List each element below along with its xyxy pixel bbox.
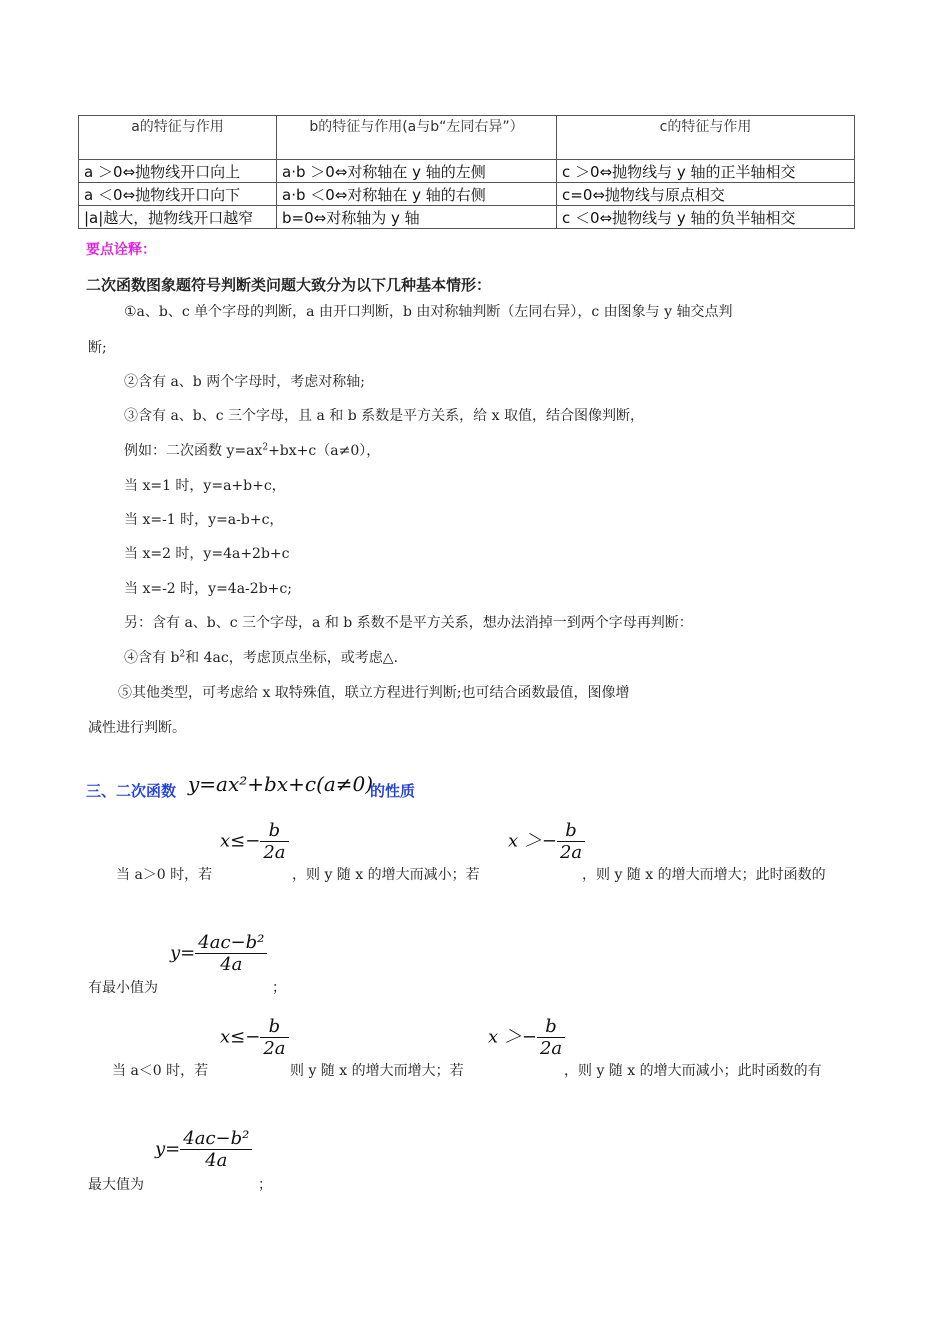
condition-gt-lhs: x ＞− (488, 1026, 537, 1048)
note-example-prefix: 例如：二次函数 y=ax (124, 443, 263, 459)
a-negative-text-3: ，则 y 随 x 的增大而减小；此时函数的有 (564, 1063, 822, 1079)
fraction-denominator: 2a (557, 841, 585, 863)
maximum-value-formula (155, 1128, 252, 1171)
a-positive-text-2: ，则 y 随 x 的增大而减小；若 (292, 867, 480, 883)
table-cell: a·b ＞0⇔对称轴在 y 轴的左侧 (277, 160, 557, 183)
section-3-title-suffix: 的性质 (370, 782, 416, 800)
condition-le-lhs: x≤− (220, 830, 261, 852)
condition-le-formula (220, 820, 289, 863)
note-item-1: ①a、b、c 单个字母的判断，a 由开口判断，b 由对称轴判断（左同右异），c 由图象与 y 轴交点判 (124, 304, 733, 320)
section-3-formula: y=ax²+bx+c(a≠0) (188, 772, 374, 796)
superscript-2: 2 (179, 649, 186, 660)
notes-subheading: 二次函数图象题符号判断类问题大致分为以下几种基本情形： (86, 276, 492, 294)
note-item-5-cont: 减性进行判断。 (88, 720, 186, 736)
fraction-b-over-2a (557, 820, 585, 863)
a-negative-max-label: 最大值为 (88, 1177, 144, 1193)
note-example-suffix: +bx+c（a≠0）， (268, 443, 381, 459)
condition-gt-formula (508, 820, 585, 863)
a-positive-end: ； (272, 980, 286, 996)
fraction-numerator: 4ac−b² (198, 932, 265, 953)
section-3-title-prefix: 三、二次函数 (86, 782, 177, 800)
condition-le-formula-2 (220, 1016, 289, 1059)
note-case-4: 当 x=-2 时，y=4a-2b+c; (124, 581, 292, 597)
extreme-lhs: y= (155, 1138, 181, 1160)
table-cell: a·b ＜0⇔对称轴在 y 轴的右侧 (277, 183, 557, 206)
a-positive-text-1: 当 a＞0 时，若 (116, 867, 213, 883)
table-cell: c ＜0⇔抛物线与 y 轴的负半轴相交 (557, 206, 855, 229)
fraction-numerator: b (545, 1016, 557, 1037)
fraction-denominator: 4a (180, 1149, 252, 1171)
note-item-5: ⑤其他类型，可考虑给 x 取特殊值，联立方程进行判断;也可结合函数最值，图像增 (118, 685, 630, 701)
table-header-c: c的特征与作用 (557, 116, 855, 160)
a-negative-text-2: 则 y 随 x 的增大而增大；若 (290, 1063, 464, 1079)
fraction-denominator: 2a (260, 1037, 288, 1059)
condition-gt-formula-2 (488, 1016, 565, 1059)
table-cell: a ＞0⇔抛物线开口向上 (79, 160, 277, 183)
fraction-b-over-2a (260, 1016, 288, 1059)
table-header-a: a的特征与作用 (79, 116, 277, 160)
fraction-numerator: 4ac−b² (183, 1128, 250, 1149)
note-case-1: 当 x=1 时，y=a+b+c， (124, 478, 286, 494)
table-header-row (79, 116, 855, 160)
fraction-numerator: b (565, 820, 577, 841)
a-negative-end: ； (258, 1177, 272, 1193)
note-example (124, 441, 380, 461)
table-cell: |a|越大，抛物线开口越窄 (79, 206, 277, 229)
table-row (79, 183, 855, 206)
a-positive-min-label: 有最小值为 (88, 980, 158, 996)
note-item-2: ②含有 a、b 两个字母时，考虑对称轴; (124, 374, 365, 390)
condition-gt-lhs: x ＞− (508, 830, 557, 852)
note-item-3: ③含有 a、b、c 三个字母，且 a 和 b 系数是平方关系，给 x 取值，结合图像判断， (124, 408, 644, 424)
table-cell: c=0⇔抛物线与原点相交 (557, 183, 855, 206)
note-other: 另：含有 a、b、c 三个字母，a 和 b 系数不是平方关系，想办法消掉一到两个字母再判断： (124, 615, 693, 631)
table-cell: c ＞0⇔抛物线与 y 轴的正半轴相交 (557, 160, 855, 183)
properties-table (78, 115, 855, 229)
table-cell: a ＜0⇔抛物线开口向下 (79, 183, 277, 206)
notes-heading: 要点诠释： (86, 242, 156, 258)
a-positive-text-3: ，则 y 随 x 的增大而增大；此时函数的 (582, 867, 826, 883)
fraction-extreme (180, 1128, 252, 1171)
extreme-lhs: y= (170, 942, 196, 964)
fraction-numerator: b (268, 820, 281, 841)
fraction-b-over-2a (537, 1016, 565, 1059)
table-row (79, 206, 855, 229)
note-case-2: 当 x=-1 时，y=a-b+c， (124, 512, 284, 528)
note-case-3: 当 x=2 时，y=4a+2b+c (124, 546, 290, 562)
note-item-1-cont: 断; (88, 340, 107, 356)
a-negative-text-1: 当 a＜0 时，若 (112, 1063, 209, 1079)
fraction-numerator: b (268, 1016, 281, 1037)
superscript-2: 2 (262, 442, 269, 453)
minimum-value-formula (170, 932, 267, 975)
note-item-4-prefix: ④含有 b (124, 650, 180, 666)
table-header-b: b的特征与作用(a与b“左同右异”） (277, 116, 557, 160)
fraction-denominator: 4a (195, 953, 267, 975)
fraction-b-over-2a (260, 820, 288, 863)
fraction-extreme (195, 932, 267, 975)
fraction-denominator: 2a (537, 1037, 565, 1059)
fraction-denominator: 2a (260, 841, 288, 863)
table-cell: b=0⇔对称轴为 y 轴 (277, 206, 557, 229)
note-item-4-suffix: 和 4ac，考虑顶点坐标，或考虑△. (185, 650, 398, 666)
condition-le-lhs: x≤− (220, 1026, 261, 1048)
note-item-4 (124, 648, 398, 668)
table-row (79, 160, 855, 183)
